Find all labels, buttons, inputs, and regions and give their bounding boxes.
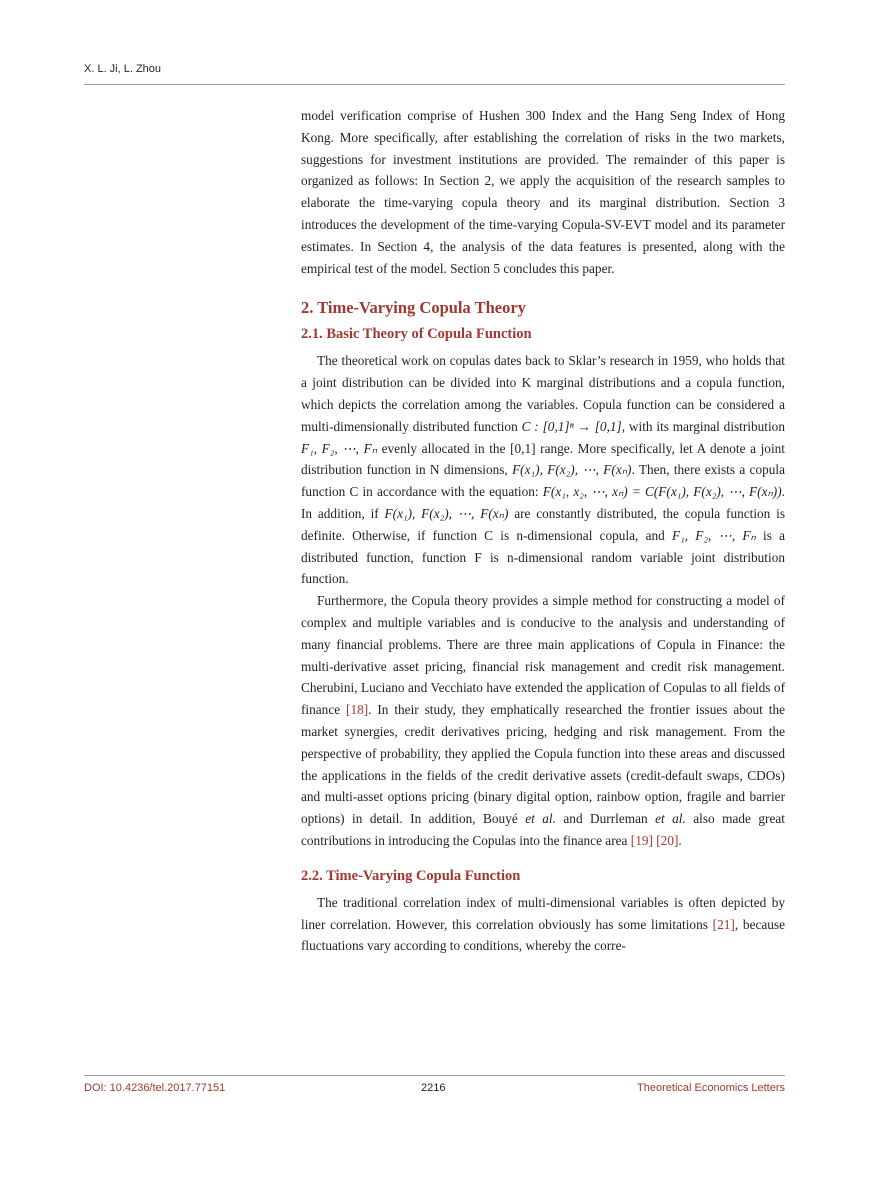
section-2-1-paragraph-2 [301,590,785,852]
section-2-1-paragraph-1 [301,350,785,590]
section-2-2-paragraph-1 [301,892,785,957]
text-run: are constantly distributed, the copula function is definite. Otherwise, if function C is n-dimensional copula, and [301,505,785,543]
article-body [301,105,785,957]
section-2-1-heading: 2.1. Basic Theory of Copula Function [301,326,532,343]
intro-paragraph: model verification comprise of Hushen 300 Index and the Hang Seng Index of Hong Kong. More specifically, after establishing the correlation of risks in the two markets, suggestions for investment institutions are provided. The remainder of this paper is organized as follows: In Section 2, we apply the acquisition of the research samples to elaborate the time-varying copula theory and its marginal distribution. Section 3 introduces the development of the time-varying Copula-SV-EVT model and its parameter estimates. In Section 4, the analysis of the data features is presented, along with the empirical test of the model. Section 5 concludes this paper. [301,108,785,276]
footer-divider [84,1075,785,1076]
text-run: evenly allocated in the [0,1] range. More specifically, let A denote a joint distribution function in N dimensions, [301,440,785,478]
text-run: The theoretical work on copulas dates back to Sklar’s research in 1959, who holds that a joint distribution can be divided into K marginal distributions and a copula function, which depicts the correlation among the variables. Copula function can be considered a multi-dimensionally distributed function [301,353,785,434]
section-2-heading: 2. Time-Varying Copula Theory [301,298,526,318]
text-run: . In their study, they emphatically researched the frontier issues about the market synergies, credit derivatives pricing, hedging and risk management. From the perspective of probability, they applied the Copula function into these areas and discussed the applications in the fields of the credit derivative assets (credit-default swaps, CDOs) and multi-asset options pricing (binary digital option, rainbow option, fragile and barrier options) in detail. In addition, Bouyé [301,702,785,827]
text-run: The traditional correlation index of multi-dimensional variables is often depicted by liner correlation. However, this correlation obviously has some limitations [301,894,785,932]
sklar-equation: F(x₁, x₂, ⋯, xₙ) = C(F(x₁), F(x₂), ⋯, F(xₙ)) [542,484,782,500]
distribution-functions-formula: F₁, F₂, ⋯, Fₙ [672,527,756,543]
citation-link-18[interactable]: [18] [346,702,369,718]
text-run: Furthermore, the Copula theory provides a simple method for constructing a model of complex and multiple variables and is conducive to the analysis and understanding of many financial problems. There are three main applications of Copula in Finance: the multi-derivative asset pricing, financial risk management and credit risk management. Cherubini, Luciano and Vecchiato have extended the application of Copulas to all fields of finance [301,593,785,718]
section-2-2-heading: 2.2. Time-Varying Copula Function [301,867,521,884]
text-run: . Then, there exists a copula function C in accordance with the equation: [301,462,785,500]
text-run: . In addition, if [301,484,785,521]
copula-mapping-formula: C : [0,1]ⁿ → [0,1] [521,418,622,434]
text-run: also made great contributions in introducing the Copulas into the finance area [301,811,785,848]
text-run: . [678,832,682,848]
text-run: , with its marginal distribution [621,418,785,434]
running-head-authors: X. L. Ji, L. Zhou [84,63,162,75]
page-number: 2216 [421,1082,446,1094]
text-run: and Durrleman [555,811,656,827]
citation-link-20[interactable]: [20] [656,832,679,848]
text-run: is a distributed function, function F is n-dimensional random variable joint distribution function. [301,527,785,587]
header-divider [84,84,785,85]
marginal-distribution-formula: F₁, F₂, ⋯, Fₙ [301,440,378,456]
et-al-text: et al. [525,811,556,827]
footer-journal-link[interactable]: Theoretical Economics Letters [637,1082,785,1094]
et-al-text: et al. [655,811,686,827]
citation-link-19[interactable]: [19] [630,832,653,848]
citation-link-21[interactable]: [21] [712,916,735,932]
text-run: , because fluctuations vary according to conditions, whereby the corre- [301,916,786,954]
footer-doi-link[interactable]: DOI: 10.4236/tel.2017.77151 [84,1082,226,1094]
joint-distribution-formula: F(x₁), F(x₂), ⋯, F(xₙ) [512,462,632,478]
marginals-formula: F(x₁), F(x₂), ⋯, F(xₙ) [384,505,509,521]
